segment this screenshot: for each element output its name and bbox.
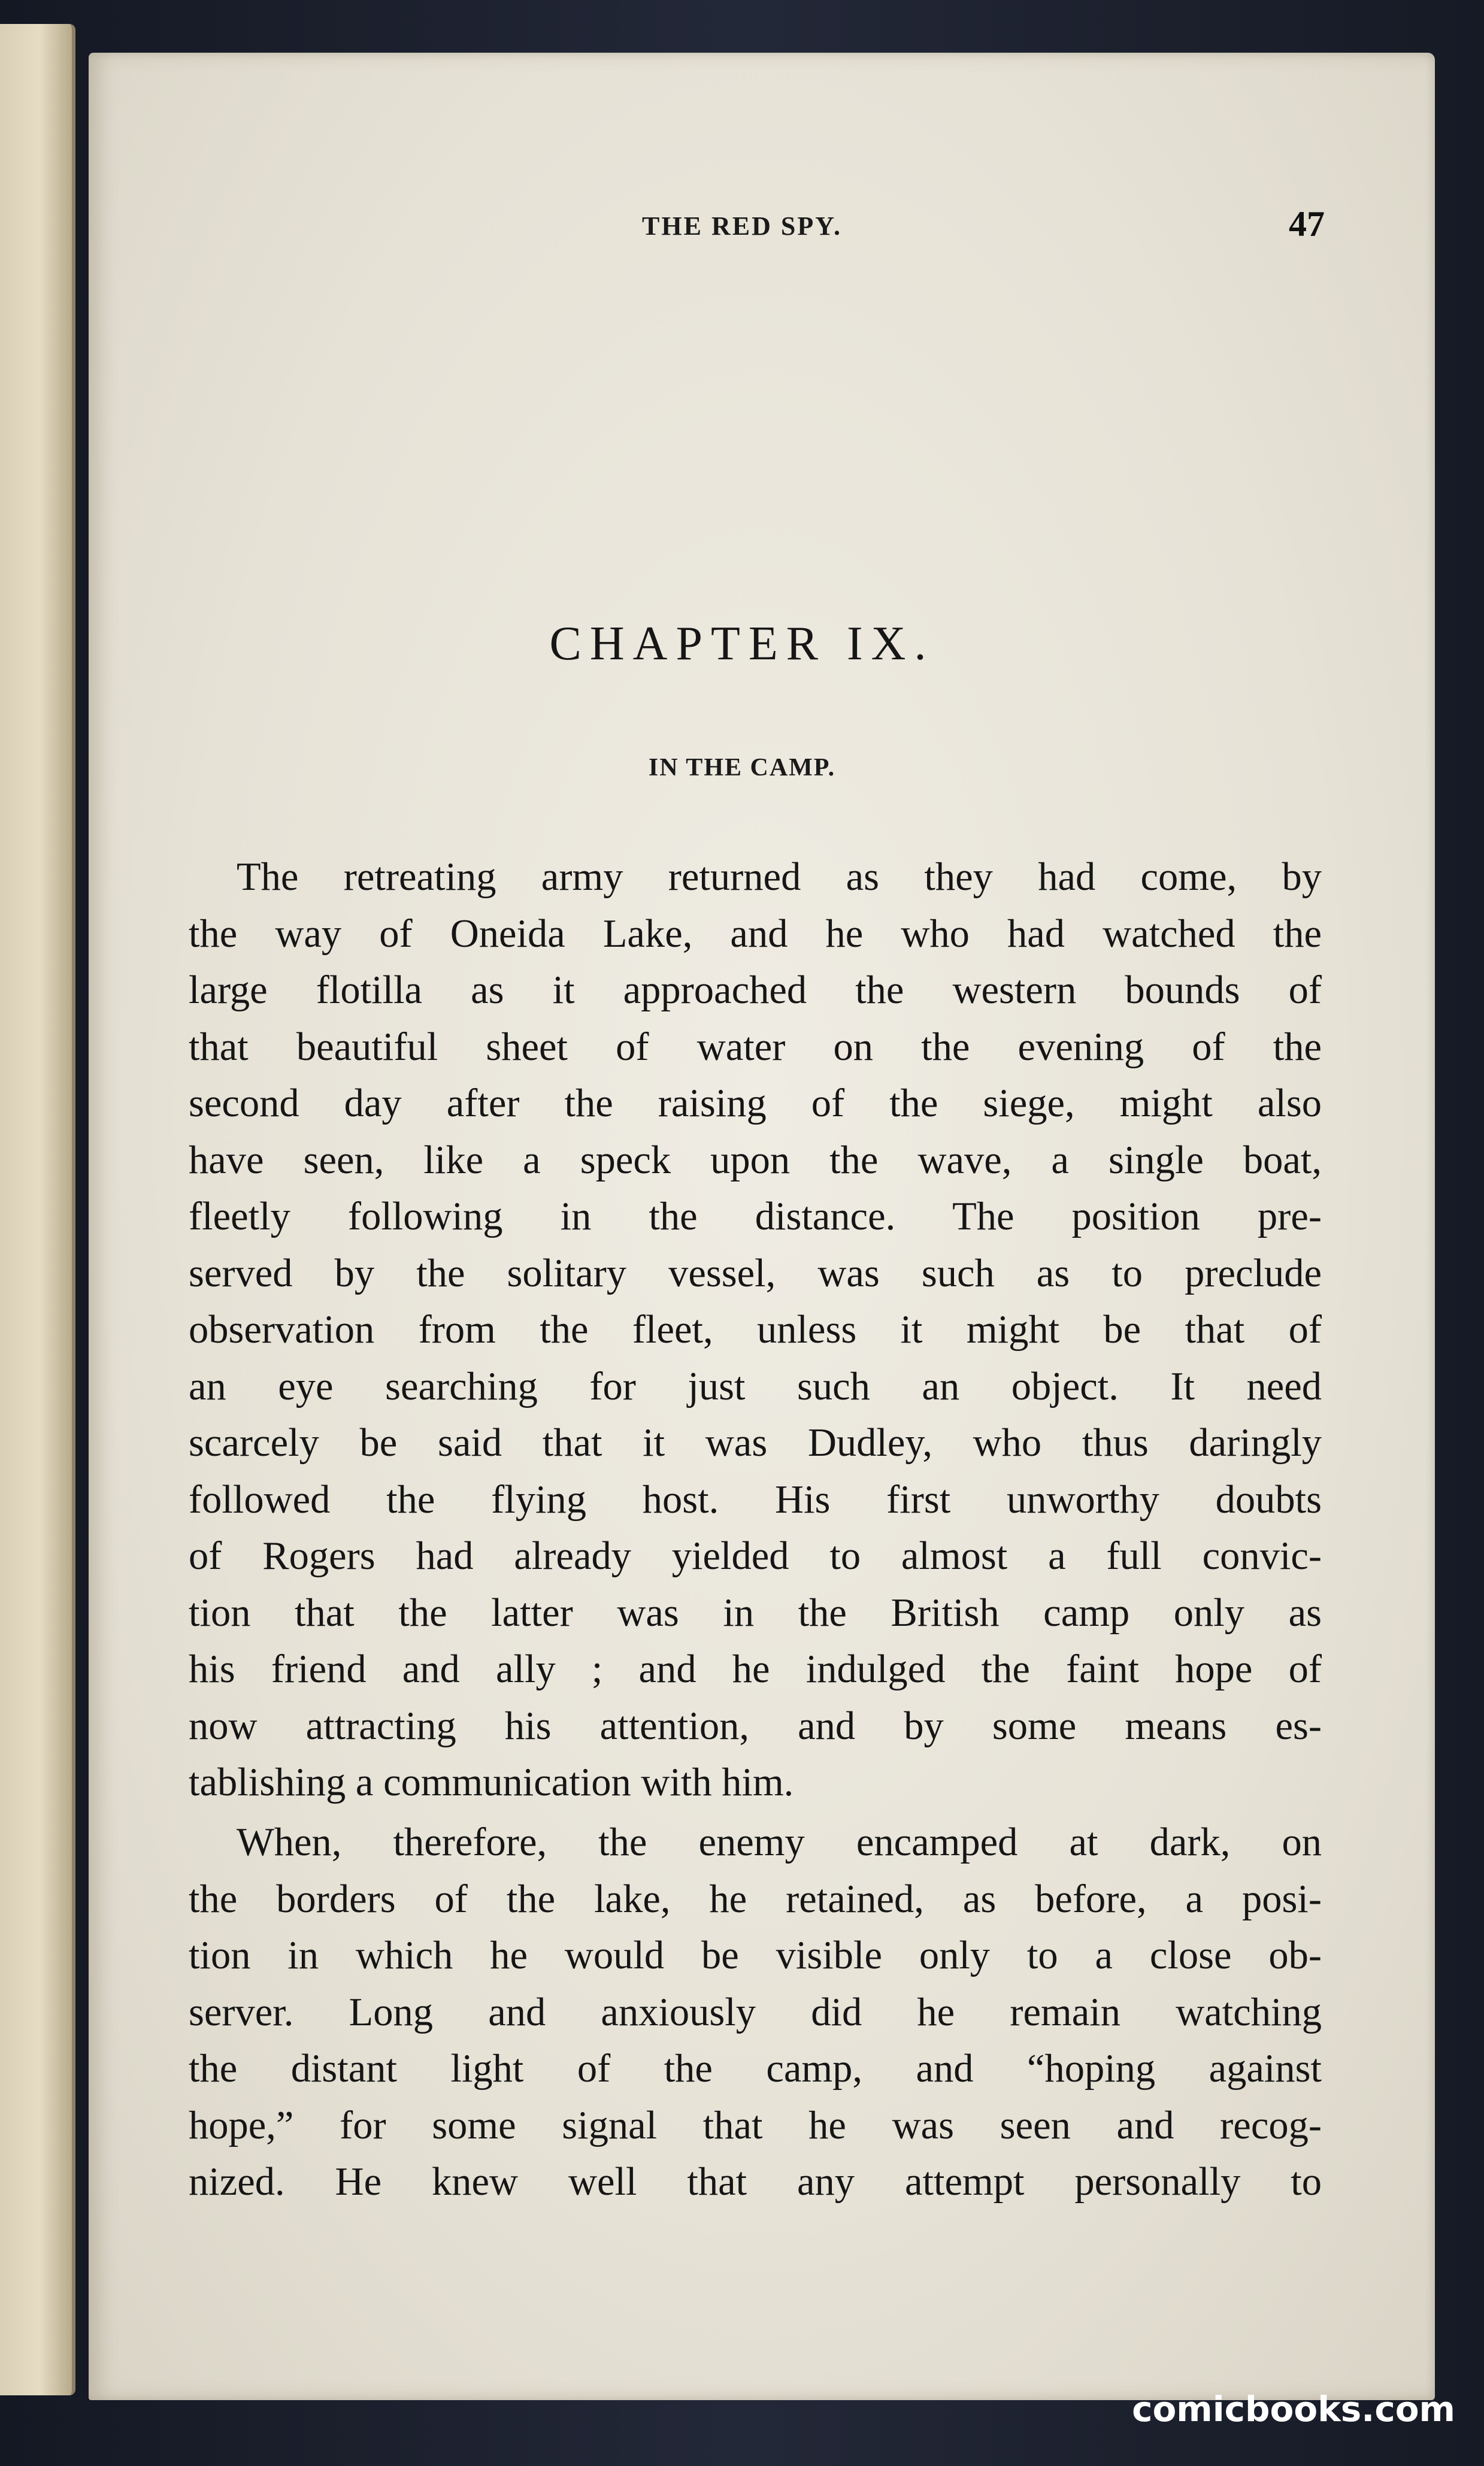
text-line: fleetly following in the distance. The position pre- bbox=[189, 1195, 1322, 1238]
chapter-subtitle: IN THE CAMP. bbox=[648, 754, 836, 781]
text-line: When, therefore, the enemy encamped at dark, on bbox=[237, 1820, 1322, 1864]
text-line: the borders of the lake, he retained, as before, a posi- bbox=[189, 1877, 1322, 1921]
text-line: The retreating army returned as they had come, by bbox=[237, 855, 1322, 899]
running-head: THE RED SPY. bbox=[642, 211, 842, 241]
page-number: 47 bbox=[1289, 204, 1325, 244]
text-line: have seen, like a speck upon the wave, a single boat, bbox=[189, 1138, 1322, 1182]
text-line: tablishing a communication with him. bbox=[189, 1761, 794, 1804]
text-line: observation from the fleet, unless it might be that of bbox=[189, 1308, 1322, 1352]
text-line: scarcely be said that it was Dudley, who thus daringly bbox=[189, 1421, 1322, 1465]
text-line: second day after the raising of the siege, might also bbox=[189, 1081, 1322, 1125]
text-line: his friend and ally ; and he indulged the faint hope of bbox=[189, 1647, 1322, 1691]
text-line: large flotilla as it approached the western bounds of bbox=[189, 968, 1322, 1012]
site-watermark: comicbooks.com bbox=[1132, 2389, 1455, 2429]
text-line: now attracting his attention, and by some means es- bbox=[189, 1704, 1322, 1748]
text-line: hope,” for some signal that he was seen and recog- bbox=[189, 2103, 1322, 2147]
text-line: nized. He knew well that any attempt personally to bbox=[189, 2160, 1322, 2204]
text-line: server. Long and anxiously did he remain watching bbox=[189, 1990, 1322, 2034]
facing-page-edge bbox=[0, 24, 75, 2395]
text-line: of Rogers had already yielded to almost a full convic- bbox=[189, 1534, 1322, 1578]
text-line: tion that the latter was in the British camp only as bbox=[189, 1591, 1322, 1635]
text-line: an eye searching for just such an object. It need bbox=[189, 1364, 1322, 1408]
text-line: the way of Oneida Lake, and he who had watched the bbox=[189, 911, 1322, 956]
paragraph-2 bbox=[189, 1814, 1322, 2211]
text-line: served by the solitary vessel, was such as to preclude bbox=[189, 1251, 1322, 1295]
text-line: the distant light of the camp, and “hoping against bbox=[189, 2047, 1322, 2091]
text-line: that beautiful sheet of water on the evening of the bbox=[189, 1025, 1322, 1069]
chapter-title: CHAPTER IX. bbox=[549, 617, 935, 670]
text-line: tion in which he would be visible only to a close ob- bbox=[189, 1934, 1322, 1977]
text-line: followed the flying host. His first unworthy doubts bbox=[189, 1477, 1322, 1522]
paragraph-1 bbox=[189, 849, 1322, 1811]
